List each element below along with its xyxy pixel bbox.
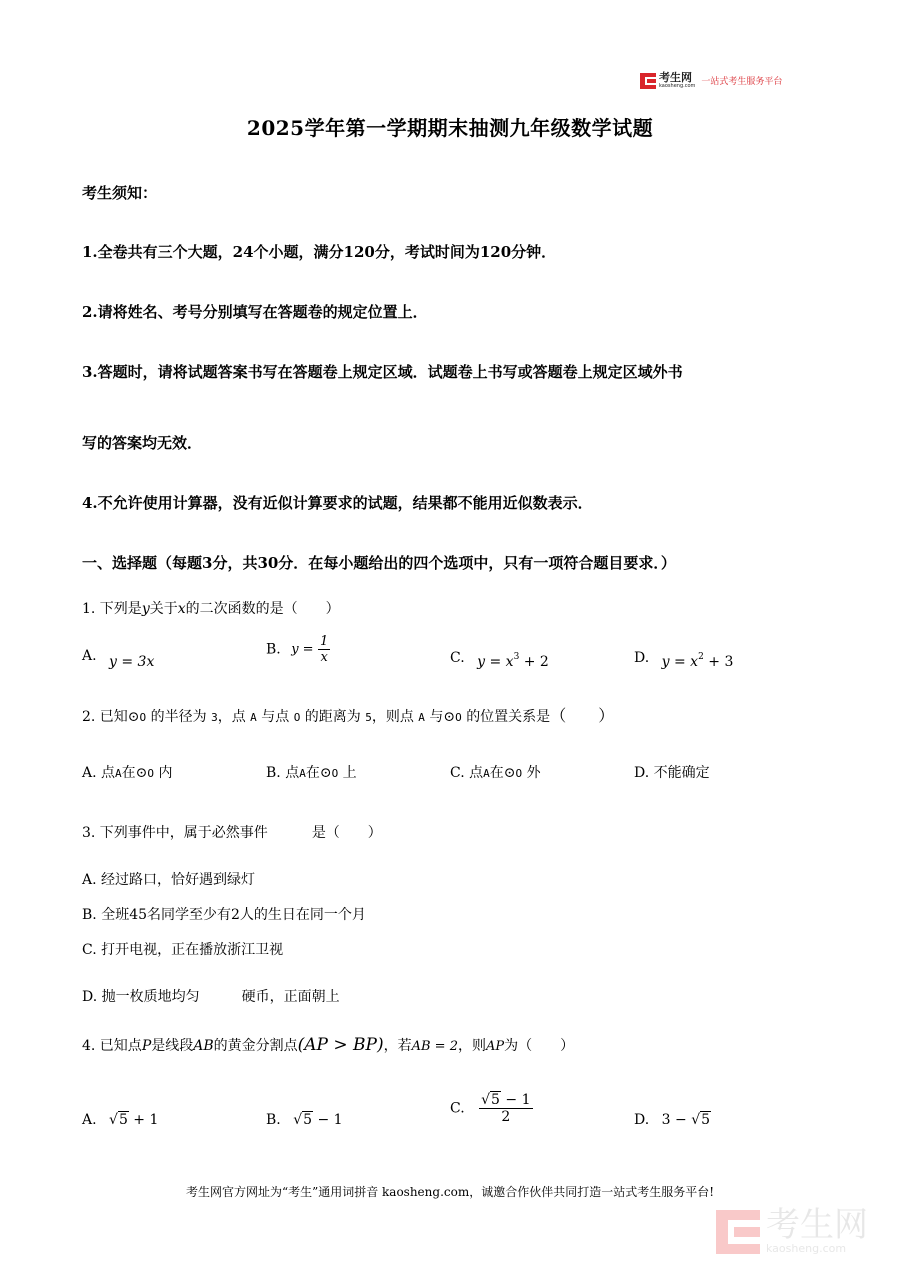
section-heading: 一、选择题（每题3分，共30分．在每小题给出的四个选项中，只有一项符合题目要求．） (82, 554, 676, 572)
notice-item-2: 2.请将姓名、考号分别填写在答题卷的规定位置上． (82, 303, 428, 321)
q1-option-a[interactable]: A. y = 3x (82, 648, 155, 670)
q1-option-d[interactable]: D. $y = x^2 + 3$ (634, 650, 734, 670)
q1-option-c[interactable]: C. $y = x^3 + 2$ (450, 650, 549, 670)
watermark-name: 考生网 (766, 1205, 868, 1245)
q3-option-b[interactable]: B. 全班45名同学至少有2人的生日在同一个月 (82, 907, 366, 923)
brand-logo-icon (640, 73, 656, 89)
q2-option-d[interactable]: D. 不能确定 (634, 765, 710, 781)
brand-url: kaosheng.com (659, 83, 696, 89)
question-4-stem: 4. 已知点P是线段AB的黄金分割点(AP > BP)，若AB = 2，则AP为（ ） (82, 1035, 575, 1055)
notice-item-4: 4.不允许使用计算器，没有近似计算要求的试题，结果都不能用近似数表示． (82, 494, 593, 512)
q2-option-c[interactable]: C. 点A在⊙O 外 (450, 765, 541, 781)
notice-heading: 考生须知： (82, 184, 158, 202)
q4-option-d[interactable]: D. 3 − √5 (634, 1112, 711, 1128)
brand-name: 考生网 (659, 71, 692, 84)
watermark-url: kaosheng.com (766, 1242, 847, 1255)
question-1-stem: 1. 下列是y关于x的二次函数的是（ ） (82, 601, 340, 617)
footer-text: 考生网官方网址为“考生”通用词拼音 kaosheng.com，诚邀合作伙伴共同打造一站式考生服务平台! (185, 1185, 715, 1199)
question-3-stem: 3. 下列事件中，属于必然事件 是（ ） (82, 825, 382, 841)
watermark-logo-icon (716, 1210, 760, 1254)
notice-item-3-cont: 写的答案均无效． (82, 434, 203, 452)
notice-item-1: 1.全卷共有三个大题，24个小题，满分120分，考试时间为120分钟． (82, 243, 557, 261)
brand-logo (640, 72, 782, 89)
watermark-logo (716, 1205, 868, 1255)
q2-option-a[interactable]: A. 点A在⊙O 内 (82, 765, 173, 781)
notice-item-3: 3.答题时，请将试题答案书写在答题卷上规定区域．试题卷上书写或答题卷上规定区域外书 (82, 363, 683, 381)
q1-option-b[interactable]: B. y = $\frac{1}{x}$ (266, 634, 329, 665)
q3-option-c[interactable]: C. 打开电视，正在播放浙江卫视 (82, 942, 284, 958)
q3-option-a[interactable]: A. 经过路口，恰好遇到绿灯 (82, 872, 256, 888)
q4-option-a[interactable]: A. √5 + 1 (82, 1112, 159, 1128)
brand-slogan: 一站式考生服务平台 (701, 77, 783, 87)
q4-option-b[interactable]: B. √5 − 1 (266, 1112, 343, 1128)
q2-option-b[interactable]: B. 点A在⊙O 上 (266, 765, 357, 781)
page-title: 2025学年第一学期期末抽测九年级数学试题 (246, 116, 654, 140)
q4-option-c[interactable]: C. $\frac{√5 - 1}{2}$ (450, 1092, 531, 1125)
question-2-stem: 2. 已知⊙O 的半径为 3，点 A 与点 O 的距离为 5，则点 A 与⊙O 的位置关系是（ ） (82, 706, 615, 725)
q3-option-d[interactable]: D. 抛一枚质地均匀 硬币，正面朝上 (82, 989, 340, 1005)
